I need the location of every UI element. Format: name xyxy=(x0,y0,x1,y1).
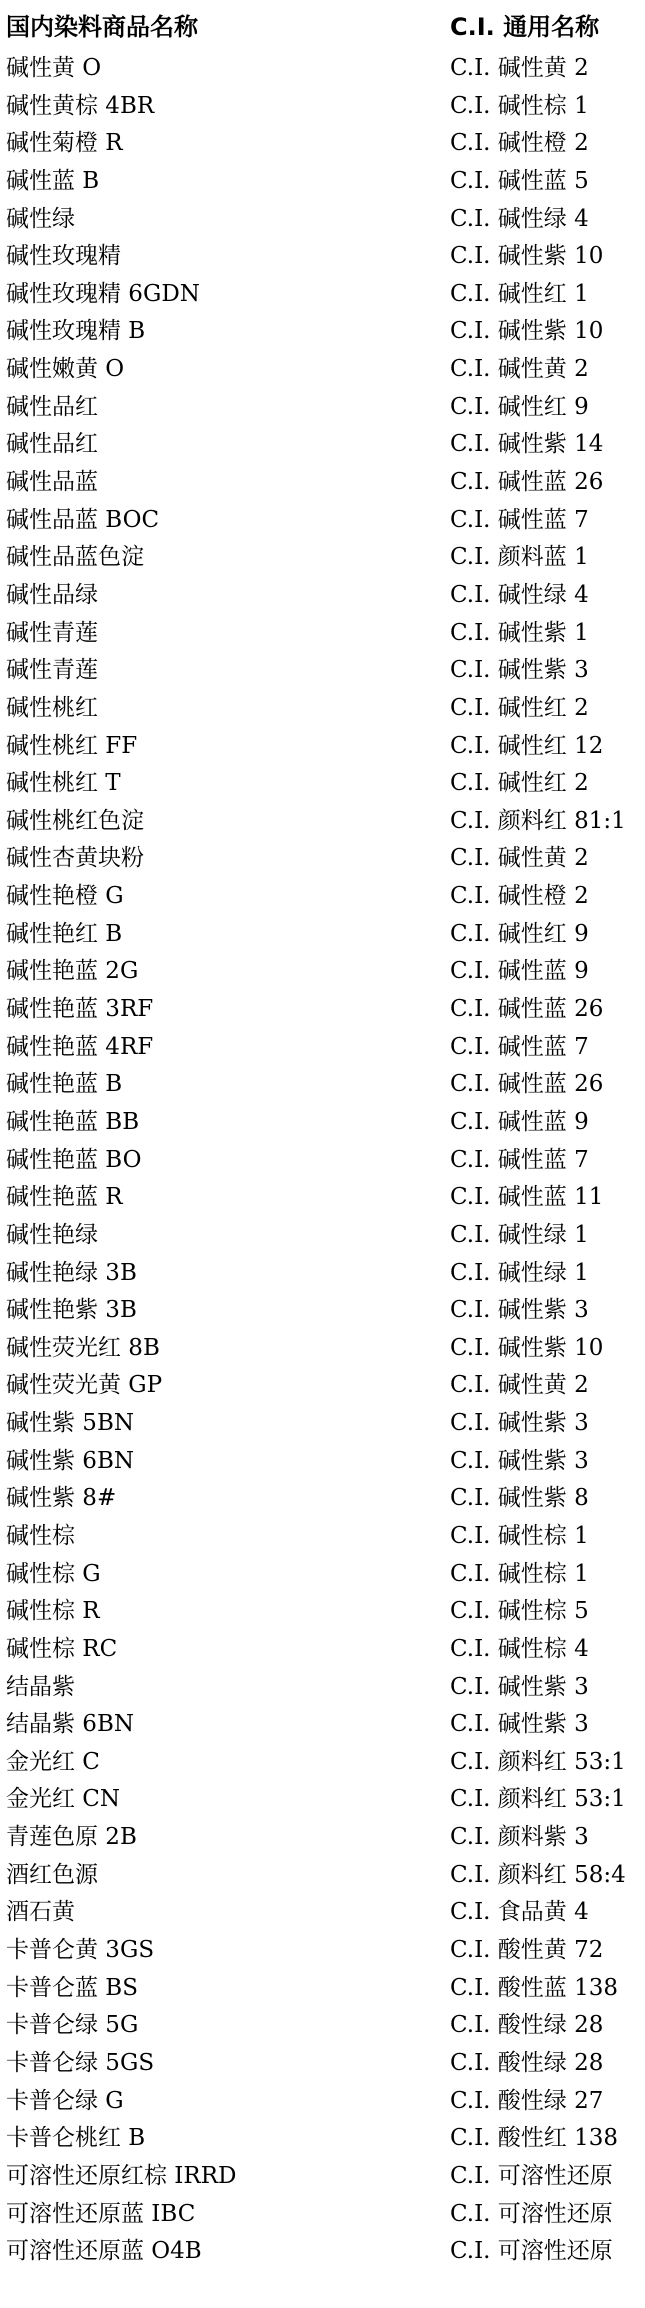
table-row xyxy=(0,991,645,1029)
table-row xyxy=(0,276,645,314)
domestic-dye-name: 可溶性还原蓝 O4B xyxy=(6,2238,202,2265)
domestic-dye-name: 碱性玫瑰精 6GDN xyxy=(6,280,200,307)
domestic-dye-name: 碱性菊橙 R xyxy=(6,130,123,157)
table-row xyxy=(0,1330,645,1368)
table-body xyxy=(0,50,645,2271)
table-row xyxy=(0,201,645,239)
ci-generic-name: C.I. 碱性紫 8 xyxy=(450,1485,589,1512)
ci-generic-name: C.I. 碱性紫 14 xyxy=(450,431,604,458)
ci-generic-name: C.I. 颜料红 58:4 xyxy=(450,1861,626,1888)
table-row xyxy=(0,1744,645,1782)
domestic-dye-name: 碱性艳蓝 2G xyxy=(6,958,139,985)
ci-generic-name: C.I. 碱性紫 3 xyxy=(450,1711,589,1738)
domestic-dye-name: 卡普仑绿 5GS xyxy=(6,2049,155,2076)
domestic-dye-name: 碱性桃红 T xyxy=(6,770,121,797)
ci-generic-name: C.I. 碱性紫 3 xyxy=(450,1447,589,1474)
domestic-dye-name: 碱性蓝 B xyxy=(6,167,100,194)
table-row xyxy=(0,163,645,201)
table-row xyxy=(0,1405,645,1443)
ci-generic-name: C.I. 碱性蓝 26 xyxy=(450,469,604,496)
table-row xyxy=(0,50,645,88)
ci-generic-name: C.I. 碱性紫 10 xyxy=(450,243,604,270)
ci-generic-name: C.I. 碱性红 1 xyxy=(450,280,589,307)
ci-generic-name: C.I. 酸性黄 72 xyxy=(450,1937,604,1964)
table-row xyxy=(0,1593,645,1631)
domestic-dye-name: 碱性艳蓝 BB xyxy=(6,1108,140,1135)
table-row xyxy=(0,1443,645,1481)
table-row xyxy=(0,539,645,577)
domestic-dye-name: 卡普仑绿 G xyxy=(6,2087,124,2114)
ci-generic-name: C.I. 碱性黄 2 xyxy=(450,1372,589,1399)
ci-generic-name: C.I. 碱性紫 1 xyxy=(450,619,589,646)
table-row xyxy=(0,2120,645,2158)
domestic-dye-name: 碱性艳蓝 4RF xyxy=(6,1033,154,1060)
domestic-dye-name: 碱性荧光黄 GP xyxy=(6,1372,163,1399)
domestic-dye-name: 碱性艳蓝 BO xyxy=(6,1146,142,1173)
table-row xyxy=(0,1970,645,2008)
table-row xyxy=(0,313,645,351)
domestic-dye-name: 结晶紫 xyxy=(6,1673,75,1700)
ci-generic-name: C.I. 食品黄 4 xyxy=(450,1899,589,1926)
domestic-dye-name: 碱性艳绿 3B xyxy=(6,1259,137,1286)
ci-generic-name: C.I. 酸性红 138 xyxy=(450,2125,619,2152)
table-row xyxy=(0,840,645,878)
domestic-dye-name: 碱性艳蓝 B xyxy=(6,1071,123,1098)
ci-generic-name: C.I. 酸性绿 28 xyxy=(450,2012,604,2039)
domestic-dye-name: 碱性荧光红 8B xyxy=(6,1334,160,1361)
ci-generic-name: C.I. 碱性紫 3 xyxy=(450,657,589,684)
table-row xyxy=(0,1894,645,1932)
domestic-dye-name: 碱性青莲 xyxy=(6,619,98,646)
domestic-dye-name: 碱性艳蓝 R xyxy=(6,1184,123,1211)
domestic-dye-name: 碱性品蓝 xyxy=(6,469,98,496)
domestic-dye-name: 碱性绿 xyxy=(6,205,75,232)
domestic-dye-name: 碱性棕 xyxy=(6,1522,75,1549)
ci-generic-name: C.I. 碱性绿 1 xyxy=(450,1259,589,1286)
table-row xyxy=(0,878,645,916)
table-row xyxy=(0,351,645,389)
ci-generic-name: C.I. 碱性红 9 xyxy=(450,920,589,947)
table-row xyxy=(0,464,645,502)
domestic-dye-name: 碱性玫瑰精 xyxy=(6,243,121,270)
ci-generic-name: C.I. 碱性紫 3 xyxy=(450,1410,589,1437)
ci-generic-name: C.I. 碱性红 2 xyxy=(450,770,589,797)
domestic-dye-name: 碱性艳橙 G xyxy=(6,883,124,910)
ci-generic-name: C.I. 碱性绿 4 xyxy=(450,205,589,232)
domestic-dye-name: 碱性品绿 xyxy=(6,581,98,608)
domestic-dye-name: 金光红 C xyxy=(6,1748,100,1775)
ci-generic-name: C.I. 酸性绿 27 xyxy=(450,2087,604,2114)
table-row xyxy=(0,1217,645,1255)
domestic-dye-name: 卡普仑蓝 BS xyxy=(6,1974,138,2001)
domestic-dye-name: 碱性青莲 xyxy=(6,657,98,684)
table-row xyxy=(0,652,645,690)
domestic-dye-name: 碱性棕 G xyxy=(6,1560,101,1587)
domestic-dye-name: 碱性桃红 FF xyxy=(6,732,138,759)
ci-generic-name: C.I. 碱性蓝 26 xyxy=(450,1071,604,1098)
domestic-dye-name: 碱性艳紫 3B xyxy=(6,1297,137,1324)
ci-generic-name: C.I. 碱性紫 10 xyxy=(450,1334,604,1361)
ci-generic-name: C.I. 颜料紫 3 xyxy=(450,1824,589,1851)
table-row xyxy=(0,1932,645,1970)
table-row xyxy=(0,2196,645,2234)
table-row xyxy=(0,1292,645,1330)
ci-generic-name: C.I. 酸性蓝 138 xyxy=(450,1974,619,2001)
domestic-dye-name: 卡普仑桃红 B xyxy=(6,2125,146,2152)
ci-generic-name: C.I. 碱性绿 1 xyxy=(450,1221,589,1248)
table-row xyxy=(0,1367,645,1405)
domestic-dye-name: 碱性品蓝 BOC xyxy=(6,506,160,533)
domestic-dye-name: 碱性杏黄块粉 xyxy=(6,845,144,872)
ci-generic-name: C.I. 碱性蓝 26 xyxy=(450,996,604,1023)
table-row xyxy=(0,1142,645,1180)
ci-generic-name: C.I. 碱性紫 3 xyxy=(450,1673,589,1700)
ci-generic-name: C.I. 酸性绿 28 xyxy=(450,2049,604,2076)
table-row xyxy=(0,765,645,803)
table-row xyxy=(0,502,645,540)
domestic-dye-name: 碱性黄 O xyxy=(6,55,102,81)
ci-generic-name: C.I. 碱性黄 2 xyxy=(450,356,589,383)
ci-generic-name: C.I. 碱性红 12 xyxy=(450,732,604,759)
table-row xyxy=(0,577,645,615)
domestic-dye-name: 碱性桃红色淀 xyxy=(6,807,144,834)
table-row xyxy=(0,1480,645,1518)
domestic-dye-name: 碱性品红 xyxy=(6,393,98,420)
table-row xyxy=(0,1104,645,1142)
domestic-dye-name: 青莲色原 2B xyxy=(6,1824,137,1851)
ci-generic-name: C.I. 可溶性还原 xyxy=(450,2162,613,2189)
ci-generic-name: C.I. 碱性橙 2 xyxy=(450,130,589,157)
table-row xyxy=(0,389,645,427)
table-row xyxy=(0,1781,645,1819)
domestic-dye-name: 酒红色源 xyxy=(6,1861,98,1888)
table-row xyxy=(0,1556,645,1594)
domestic-dye-name: 碱性玫瑰精 B xyxy=(6,318,146,345)
domestic-dye-name: 碱性艳蓝 3RF xyxy=(6,996,154,1023)
table-row xyxy=(0,1857,645,1895)
ci-generic-name: C.I. 碱性黄 2 xyxy=(450,845,589,872)
ci-generic-name: C.I. 颜料蓝 1 xyxy=(450,544,589,571)
domestic-dye-name: 碱性棕 RC xyxy=(6,1635,118,1662)
ci-generic-name: C.I. 碱性黄 2 xyxy=(450,55,589,81)
ci-generic-name: C.I. 碱性棕 5 xyxy=(450,1598,589,1625)
ci-generic-name: C.I. 碱性橙 2 xyxy=(450,883,589,910)
table-row xyxy=(0,2233,645,2271)
domestic-dye-name: 金光红 CN xyxy=(6,1786,121,1813)
table-row xyxy=(0,1029,645,1067)
table-row xyxy=(0,803,645,841)
domestic-dye-name: 碱性黄棕 4BR xyxy=(6,92,155,119)
ci-generic-name: C.I. 碱性蓝 11 xyxy=(450,1184,604,1211)
ci-generic-name: C.I. 颜料红 81:1 xyxy=(450,807,626,834)
ci-generic-name: C.I. 碱性棕 4 xyxy=(450,1635,589,1662)
ci-generic-name: C.I. 颜料红 53:1 xyxy=(450,1786,626,1813)
domestic-dye-name: 卡普仑绿 5G xyxy=(6,2012,139,2039)
domestic-dye-name: 碱性艳红 B xyxy=(6,920,123,947)
domestic-dye-name: 碱性紫 5BN xyxy=(6,1410,134,1437)
table-row xyxy=(0,1066,645,1104)
table-header xyxy=(0,0,645,50)
table-row xyxy=(0,88,645,126)
ci-generic-name: C.I. 碱性蓝 9 xyxy=(450,1108,589,1135)
ci-generic-name: C.I. 碱性蓝 7 xyxy=(450,1146,589,1173)
table-row xyxy=(0,1179,645,1217)
table-row xyxy=(0,615,645,653)
ci-generic-name: C.I. 颜料红 53:1 xyxy=(450,1748,626,1775)
table-row xyxy=(0,125,645,163)
ci-generic-name: C.I. 碱性绿 4 xyxy=(450,581,589,608)
domestic-dye-name: 可溶性还原蓝 IBC xyxy=(6,2200,196,2227)
table-row xyxy=(0,1631,645,1669)
table-row xyxy=(0,2007,645,2045)
ci-generic-name: C.I. 碱性棕 1 xyxy=(450,1560,589,1587)
ci-generic-name: C.I. 碱性棕 1 xyxy=(450,1522,589,1549)
domestic-dye-name: 碱性艳绿 xyxy=(6,1221,98,1248)
domestic-dye-name: 碱性紫 6BN xyxy=(6,1447,134,1474)
table-row xyxy=(0,2083,645,2121)
ci-generic-name: C.I. 碱性蓝 9 xyxy=(450,958,589,985)
header-ci-name: C.I. 通用名称 xyxy=(450,13,600,41)
header-domestic-name: 国内染料商品名称 xyxy=(6,13,198,41)
ci-generic-name: C.I. 碱性紫 3 xyxy=(450,1297,589,1324)
table-row xyxy=(0,238,645,276)
ci-generic-name: C.I. 可溶性还原 xyxy=(450,2200,613,2227)
ci-generic-name: C.I. 碱性紫 10 xyxy=(450,318,604,345)
domestic-dye-name: 结晶紫 6BN xyxy=(6,1711,134,1738)
table-row xyxy=(0,1255,645,1293)
table-row xyxy=(0,2045,645,2083)
domestic-dye-name: 碱性紫 8# xyxy=(6,1485,117,1512)
ci-generic-name: C.I. 碱性蓝 7 xyxy=(450,1033,589,1060)
table-row xyxy=(0,1518,645,1556)
domestic-dye-name: 酒石黄 xyxy=(6,1899,75,1926)
table-row xyxy=(0,1819,645,1857)
ci-generic-name: C.I. 碱性红 2 xyxy=(450,694,589,721)
domestic-dye-name: 碱性桃红 xyxy=(6,694,98,721)
table-row xyxy=(0,690,645,728)
table-row xyxy=(0,953,645,991)
table-row xyxy=(0,2158,645,2196)
ci-generic-name: C.I. 碱性红 9 xyxy=(450,393,589,420)
domestic-dye-name: 碱性品蓝色淀 xyxy=(6,544,144,571)
table-row xyxy=(0,426,645,464)
domestic-dye-name: 卡普仑黄 3GS xyxy=(6,1937,155,1964)
domestic-dye-name: 碱性嫩黄 O xyxy=(6,356,125,383)
table-row xyxy=(0,1669,645,1707)
domestic-dye-name: 可溶性还原红棕 IRRD xyxy=(6,2162,237,2189)
ci-generic-name: C.I. 可溶性还原 xyxy=(450,2238,613,2265)
table-row xyxy=(0,1706,645,1744)
domestic-dye-name: 碱性品红 xyxy=(6,431,98,458)
ci-generic-name: C.I. 碱性蓝 5 xyxy=(450,167,589,194)
ci-generic-name: C.I. 碱性棕 1 xyxy=(450,92,589,119)
domestic-dye-name: 碱性棕 R xyxy=(6,1598,100,1625)
table-row xyxy=(0,728,645,766)
ci-generic-name: C.I. 碱性蓝 7 xyxy=(450,506,589,533)
table-row xyxy=(0,916,645,954)
